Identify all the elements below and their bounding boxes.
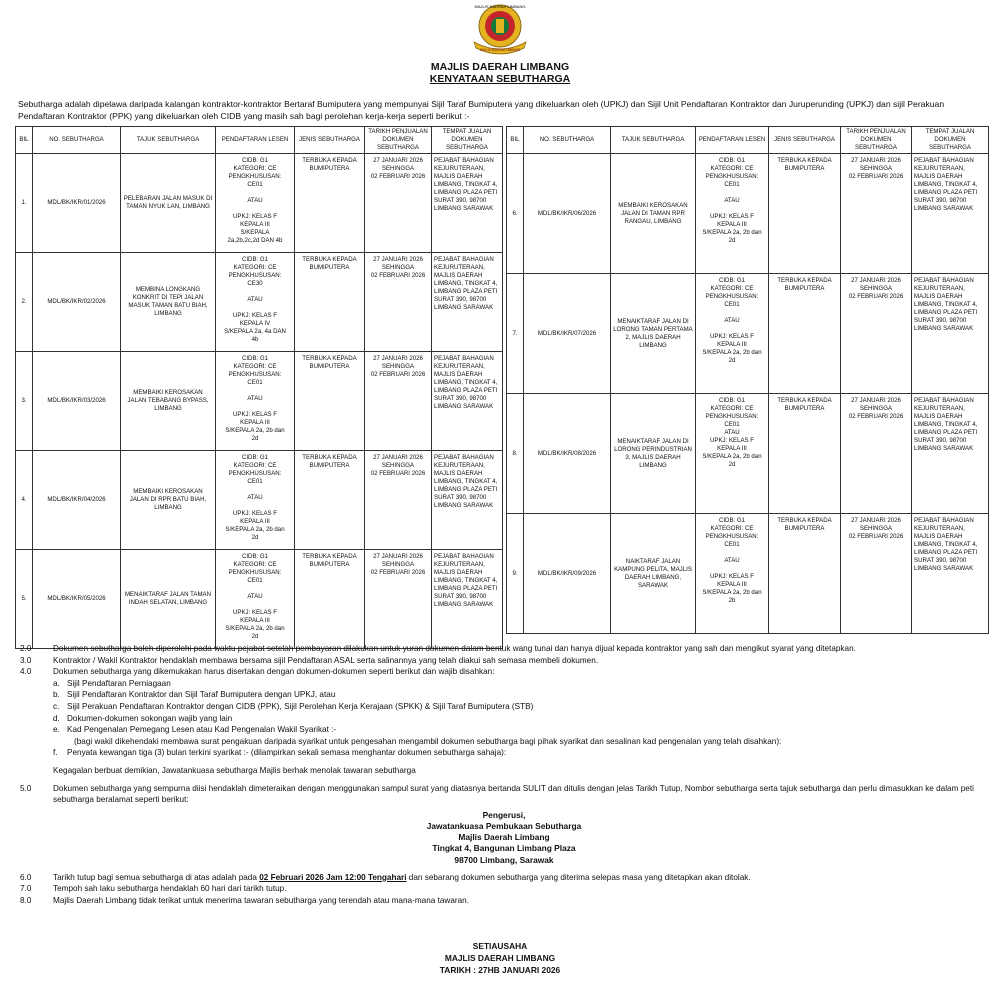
table-row [507, 514, 989, 634]
table-header-row [16, 127, 503, 154]
address-line: Jawatankuasa Pembukaan Sebutharga [426, 820, 582, 831]
clause-text: Dokumen sebutharga yang sempurna diisi hendaklah dimeteraikan dengan menggunakan sampul surat yang diatasnya bertanda SULIT dan ditulis dengan jelas Tarikh Tutup, Nombor sebutharga serta tajuk sebutharga dan perlu dimasukkan ke dalam peti sebutharga beralamat seperti berikut: [53, 783, 974, 805]
table-row [507, 154, 989, 274]
item-text: Sijil Pendaftaran Perniagaan [67, 678, 171, 688]
cell-lesen: CIDB: G1 KATEGORI: CE PENGKHUSUSAN: CE01 ATAU UPKJ: KELAS F KEPALA III S/KEPALA 2a, 2b dan 2d [696, 154, 769, 274]
item-key: d. [53, 713, 60, 723]
signature-date: TARIKH : 27HB JANUARI 2026 [439, 965, 561, 975]
council-title: MAJLIS DAERAH LIMBANG [430, 61, 570, 73]
item-text: Dokumen-dokumen sokongan wajib yang lain [67, 713, 233, 723]
header-jenis: JENIS SEBUTHARGA [295, 127, 365, 154]
cell-tajuk: MENAIKTARAF JALAN DI LORONG TAMAN PERTAMA 2, MAJLIS DAERAH LIMBANG [611, 274, 696, 394]
address-line: Tingkat 4, Bangunan Limbang Plaza [432, 843, 576, 854]
cell-no: MDL/BK/IKR/09/2026 [524, 514, 611, 634]
cell-lesen: CIDB: G1 KATEGORI: CE PENGKHUSUSAN: CE01 ATAU UPKJ: KELAS F KEPALA III S/KEPALA 2a,2b,2c,2d DAN 4b [216, 154, 295, 253]
table-row [16, 253, 503, 352]
cell-lesen: CIDB: G1 KATEGORI: CE PENGKHUSUSAN: CE01 ATAU UPKJ: KELAS F KEPALA III S/KEPALA 2a, 2b dan 2d [696, 394, 769, 514]
cell-bil: 8. [507, 394, 524, 514]
intro-paragraph: Sebutharga adalah dipelawa daripada kalangan kontraktor-kontraktor Bertaraf Bumiputera yang mempunyai Sijil Taraf Bumiputera yang dikeluarkan oleh (UPKJ) dan Sijil Unit Pendaftaran Kontraktor dan Juruperunding (UPKJ) dan sijil Perakuan Pendaftaran Kontraktor (PPK) yang dikeluarkan oleh CIDB yang masih sah bagi perolehan kerja-kerja seperti berikut :- [18, 99, 945, 121]
item-text: Sijil Perakuan Pendaftaran Kontraktor dengan CIDB (PPK), Sijil Perolehan Kerja Kerajaan (SPKK) & Sijil Taraf Bumiputera (STB) [67, 701, 534, 711]
cell-no: MDL/BK/IKR/02/2026 [33, 253, 121, 352]
clause-4-e-note: (bagi wakil dikehendaki membawa surat pengakuan daripada syarikat untuk pengesahan mengambil dokumen sebutharga bagi pihak syarikat dan sesalinan kad pengenalan yang telah disahkan): [74, 736, 782, 746]
cell-bil: 7. [507, 274, 524, 394]
clause-4-item [20, 678, 988, 690]
cell-tempat: PEJABAT BAHAGIAN KEJURUTERAAN, MAJLIS DAERAH LIMBANG, TINGKAT 4, LIMBANG PLAZA PETI SURAT 390, 98700 LIMBANG SARAWAK [912, 154, 989, 274]
clause-4-item [20, 713, 988, 725]
table-row [16, 352, 503, 451]
cell-tarikh: 27 JANUARI 2026 SEHINGGA 02 FEBRUARI 2026 [841, 394, 912, 514]
cell-tarikh: 27 JANUARI 2026 SEHINGGA 02 FEBRUARI 2026 [841, 274, 912, 394]
cell-tarikh: 27 JANUARI 2026 SEHINGGA 02 FEBRUARI 2026 [365, 154, 432, 253]
cell-tarikh: 27 JANUARI 2026 SEHINGGA 02 FEBRUARI 2026 [365, 550, 432, 649]
clause-number: 4.0 [20, 667, 32, 677]
clause-number: 5.0 [20, 783, 32, 793]
signatory-title: SETIAUSAHA [472, 941, 528, 951]
item-text: Penyata kewangan tiga (3) bulan terkini syarikat :- (dilampirkan sekali semasa menghantar dokumen sebutharga sahaja): [67, 748, 507, 758]
clause-number: 3.0 [20, 655, 32, 665]
clause-8 [20, 895, 988, 907]
cell-lesen: CIDB: G1 KATEGORI: CE PENGKHUSUSAN: CE01 ATAU UPKJ: KELAS F KEPALA III S/KEPALA 2a, 2b dan 2b [696, 514, 769, 634]
tender-rows-left [16, 154, 503, 649]
notice-title: KENYATAAN SEBUTHARGA [429, 73, 571, 85]
cell-tempat: PEJABAT BAHAGIAN KEJURUTERAAN, MAJLIS DAERAH LIMBANG, TINGKAT 4, LIMBANG PLAZA PETI SURAT 390, 98700 LIMBANG SARAWAK [912, 514, 989, 634]
closing-date: 02 Februari 2026 Jam 12:00 Tengahari [259, 872, 407, 882]
header-bil: BIL [16, 127, 33, 154]
cell-bil: 2. [16, 253, 33, 352]
crest-ribbon-text: MAJLIS DAERAH LIMBANG [479, 48, 521, 52]
clause-text: Tempoh sah laku sebutharga hendaklah 60 hari dari tarikh tutup. [53, 884, 287, 894]
item-key: c. [53, 701, 60, 711]
item-text: Kad Pengenalan Pemegang Lesen atau Kad Pengenalan Wakil Syarikat :- [67, 725, 337, 735]
cell-no: MDL/BK/IKR/07/2026 [524, 274, 611, 394]
cell-tajuk: MENAIKTARAF JALAN DI LORONG PERINDUSTRIAN 3, MAJLIS DAERAH LIMBANG [611, 394, 696, 514]
cell-no: MDL/BK/IKR/08/2026 [524, 394, 611, 514]
header-no: NO. SEBUTHARGA [33, 127, 121, 154]
cell-lesen: CIDB: G1 KATEGORI: CE PENGKHUSUSAN: CE01 ATAU UPKJ: KELAS F KEPALA III S/KEPALA 2a, 2b dan 2d [216, 352, 295, 451]
clause-4-item [20, 689, 988, 701]
cell-jenis: TERBUKA KEPADA BUMIPUTERA [769, 514, 841, 634]
tender-table-right [506, 126, 989, 634]
header-lesen: PENDAFTARAN LESEN [696, 127, 769, 154]
cell-tempat: PEJABAT BAHAGIAN KEJURUTERAAN, MAJLIS DAERAH LIMBANG, TINGKAT 4, LIMBANG PLAZA PETI SURAT 390, 98700 LIMBANG SARAWAK [432, 451, 503, 550]
cell-tarikh: 27 JANUARI 2026 SEHINGGA 02 FEBRUARI 2026 [841, 514, 912, 634]
cell-bil: 5. [16, 550, 33, 649]
clause-4-list [20, 678, 988, 736]
crest-icon [468, 2, 532, 58]
clause-5 [20, 783, 988, 806]
cell-lesen: CIDB: G1 KATEGORI: CE PENGKHUSUSAN: CE01 ATAU UPKJ: KELAS F KEPALA III S/KEPALA 2a, 2b dan 2d [216, 550, 295, 649]
item-key: b. [53, 690, 60, 700]
cell-lesen: CIDB: G1 KATEGORI: CE PENGKHUSUSAN: CE01 ATAU UPKJ: KELAS F KEPALA III S/KEPALA 2a, 2b dan 2d [216, 451, 295, 550]
clause-7 [20, 883, 988, 895]
cell-bil: 1. [16, 154, 33, 253]
signatory-org: MAJLIS DAERAH LIMBANG [444, 953, 556, 963]
council-crest-logo [468, 2, 532, 58]
cell-tempat: PEJABAT BAHAGIAN KEJURUTERAAN, MAJLIS DAERAH LIMBANG, TINGKAT 4, LIMBANG PLAZA PETI SURAT 390, 98700 LIMBANG SARAWAK [912, 394, 989, 514]
clause-text: Dokumen sebutharga yang dikemukakan harus disertakan dengan dokumen-dokumen seperti berikut dan wajib disahkan: [53, 667, 495, 677]
table-header-row [507, 127, 989, 154]
clause-3 [20, 655, 988, 667]
cell-bil: 6. [507, 154, 524, 274]
signature-block [0, 940, 1000, 976]
clause-text: Majlis Daerah Limbang tidak terikat untuk menerima tawaran sebutharga yang terendah atau mana-mana tawaran. [53, 895, 469, 905]
cell-tajuk: MEMBINA LONGKANG KONKRIT DI TEPI JALAN MASUK TAMAN BATU BIAH, LIMBANG [121, 253, 216, 352]
cell-tarikh: 27 JANUARI 2026 SEHINGGA 02 FEBRUARI 2026 [365, 253, 432, 352]
cell-no: MDL/BK/IKR/06/2026 [524, 154, 611, 274]
cell-tajuk: PELEBARAN JALAN MASUK DI TAMAN NYUK LAN, LIMBANG [121, 154, 216, 253]
cell-jenis: TERBUKA KEPADA BUMIPUTERA [295, 352, 365, 451]
cell-tarikh: 27 JANUARI 2026 SEHINGGA 02 FEBRUARI 2026 [365, 451, 432, 550]
cell-tajuk: MEMBAIKI KEROSAKAN JALAN DI RPR BATU BIAH, LIMBANG [121, 451, 216, 550]
table-row [507, 394, 989, 514]
cell-no: MDL/BK/IKR/03/2026 [33, 352, 121, 451]
clause-number: 6.0 [20, 872, 32, 882]
crest-top-text: MAJLIS DAERAH LIMBANG [474, 4, 526, 9]
cell-jenis: TERBUKA KEPADA BUMIPUTERA [295, 451, 365, 550]
cell-jenis: TERBUKA KEPADA BUMIPUTERA [769, 154, 841, 274]
clause-4-item [20, 701, 988, 713]
cell-lesen: CIDB: G1 KATEGORI: CE PENGKHUSUSAN: CE01 ATAU UPKJ: KELAS F KEPALA III S/KEPALA 2a, 2b dan 2d [696, 274, 769, 394]
cell-tajuk: MEMBAIKI KEROSAKAN JALAN TEBABANG BYPASS, LIMBANG [121, 352, 216, 451]
cell-tajuk: MEMBAIKI KEROSAKAN JALAN DI TAMAN RPR RANGAU, LIMBANG [611, 154, 696, 274]
item-key: a. [53, 678, 60, 688]
header-tajuk: TAJUK SEBUTHARGA [121, 127, 216, 154]
address-line: Majlis Daerah Limbang [458, 832, 550, 843]
clause-number: 2.0 [20, 644, 32, 653]
cell-tajuk: MENAIKTARAF JALAN TAMAN INDAH SELATAN, LIMBANG [121, 550, 216, 649]
cell-jenis: TERBUKA KEPADA BUMIPUTERA [769, 274, 841, 394]
clause-text: Dokumen sebutharga boleh diperolehi pada waktu pejabat setelah pembayaran dilakukan untuk yuran dokumen dalam bentuk wang tunai dan hanya dijual kepada kontraktor yang sah dan mengikut syarat yang ditetapkan. [53, 644, 856, 653]
address-line: 98700 Limbang, Sarawak [454, 854, 554, 865]
cell-no: MDL/BK/IKR/05/2026 [33, 550, 121, 649]
header-bil: BIL [507, 127, 524, 154]
cell-tempat: PEJABAT BAHAGIAN KEJURUTERAAN, MAJLIS DAERAH LIMBANG, TINGKAT 4, LIMBANG PLAZA PETI SURAT 390, 98700 LIMBANG SARAWAK [432, 352, 503, 451]
table-row [16, 451, 503, 550]
clause-number: 8.0 [20, 895, 32, 905]
cell-lesen: CIDB: G1 KATEGORI: CE PENGKHUSUSAN: CE30 ATAU UPKJ: KELAS F KEPALA IV S/KEPALA 2a, 4a DAN 4b [216, 253, 295, 352]
item-key: e. [53, 725, 60, 735]
clause-4-closing: Kegagalan berbuat demikian, Jawatankuasa sebutharga Majlis berhak menolak tawaran sebutharga [53, 765, 416, 775]
cell-jenis: TERBUKA KEPADA BUMIPUTERA [295, 253, 365, 352]
table-row [507, 274, 989, 394]
item-key: f. [53, 748, 58, 758]
header-tarikh: TARIKH PENJUALAN DOKUMEN SEBUTHARGA [365, 127, 432, 154]
cell-jenis: TERBUKA KEPADA BUMIPUTERA [295, 550, 365, 649]
clauses [20, 643, 988, 907]
cell-tempat: PEJABAT BAHAGIAN KEJURUTERAAN, MAJLIS DAERAH LIMBANG, TINGKAT 4, LIMBANG PLAZA PETI SURAT 390, 98700 LIMBANG SARAWAK [432, 550, 503, 649]
address-line: Pengerusi, [482, 809, 526, 820]
tender-rows-right [507, 154, 989, 634]
cell-bil: 3. [16, 352, 33, 451]
header-tarikh: TARIKH PENJUALAN DOKUMEN SEBUTHARGA [841, 127, 912, 154]
clause-6: 6.0 Tarikh tutup bagi semua sebutharga di atas adalah pada 02 Februari 2026 Jam 12:00 Tengahari dan sebarang dokumen sebutharga yang diterima selepas masa yang ditetapkan akan ditolak. [20, 872, 751, 882]
header-no: NO. SEBUTHARGA [524, 127, 611, 154]
clause-2 [20, 643, 988, 655]
clause-4-item-f [20, 747, 988, 759]
cell-bil: 4. [16, 451, 33, 550]
clause-number: 7.0 [20, 884, 32, 894]
cell-tempat: PEJABAT BAHAGIAN KEJURUTERAAN, MAJLIS DAERAH LIMBANG, TINGKAT 4, LIMBANG PLAZA PETI SURAT 390, 98700 LIMBANG SARAWAK [432, 253, 503, 352]
header-tempat: TEMPAT JUALAN DOKUMEN SEBUTHARGA [912, 127, 989, 154]
cell-no: MDL/BK/IKR/01/2026 [33, 154, 121, 253]
cell-no: MDL/BK/IKR/04/2026 [33, 451, 121, 550]
cell-jenis: TERBUKA KEPADA BUMIPUTERA [769, 394, 841, 514]
table-row [16, 550, 503, 649]
table-row [16, 154, 503, 253]
cell-tarikh: 27 JANUARI 2026 SEHINGGA 02 FEBRUARI 2026 [365, 352, 432, 451]
item-text: Sijil Pendaftaran Kontraktor dan Sijil Taraf Bumiputera dengan UPKJ, atau [67, 690, 336, 700]
clause-4 [20, 666, 988, 678]
cell-jenis: TERBUKA KEPADA BUMIPUTERA [295, 154, 365, 253]
tender-table-left [15, 126, 503, 649]
cell-tempat: PEJABAT BAHAGIAN KEJURUTERAAN, MAJLIS DAERAH LIMBANG, TINGKAT 4, LIMBANG PLAZA PETI SURAT 390, 98700 LIMBANG SARAWAK [432, 154, 503, 253]
header-lesen: PENDAFTARAN LESEN [216, 127, 295, 154]
header-tempat: TEMPAT JUALAN DOKUMEN SEBUTHARGA [432, 127, 503, 154]
cell-tajuk: NAIKTARAF JALAN KAMPUNG PELITA, MAJLIS DAERAH LIMBANG, SARAWAK [611, 514, 696, 634]
clause-text: Kontraktor / Wakil Kontraktor hendaklah membawa bersama sijil Pendaftaran ASAL serta salinannya yang telah diakui sah semasa membeli dokumen. [53, 655, 599, 665]
cell-tempat: PEJABAT BAHAGIAN KEJURUTERAAN, MAJLIS DAERAH LIMBANG, TINGKAT 4, LIMBANG PLAZA PETI SURAT 390, 98700 LIMBANG SARAWAK [912, 274, 989, 394]
header-tajuk: TAJUK SEBUTHARGA [611, 127, 696, 154]
cell-bil: 9. [507, 514, 524, 634]
cell-tarikh: 27 JANUARI 2026 SEHINGGA 02 FEBRUARI 2026 [841, 154, 912, 274]
clause-4-item [20, 724, 988, 736]
tender-box-address [20, 810, 988, 866]
header-jenis: JENIS SEBUTHARGA [769, 127, 841, 154]
